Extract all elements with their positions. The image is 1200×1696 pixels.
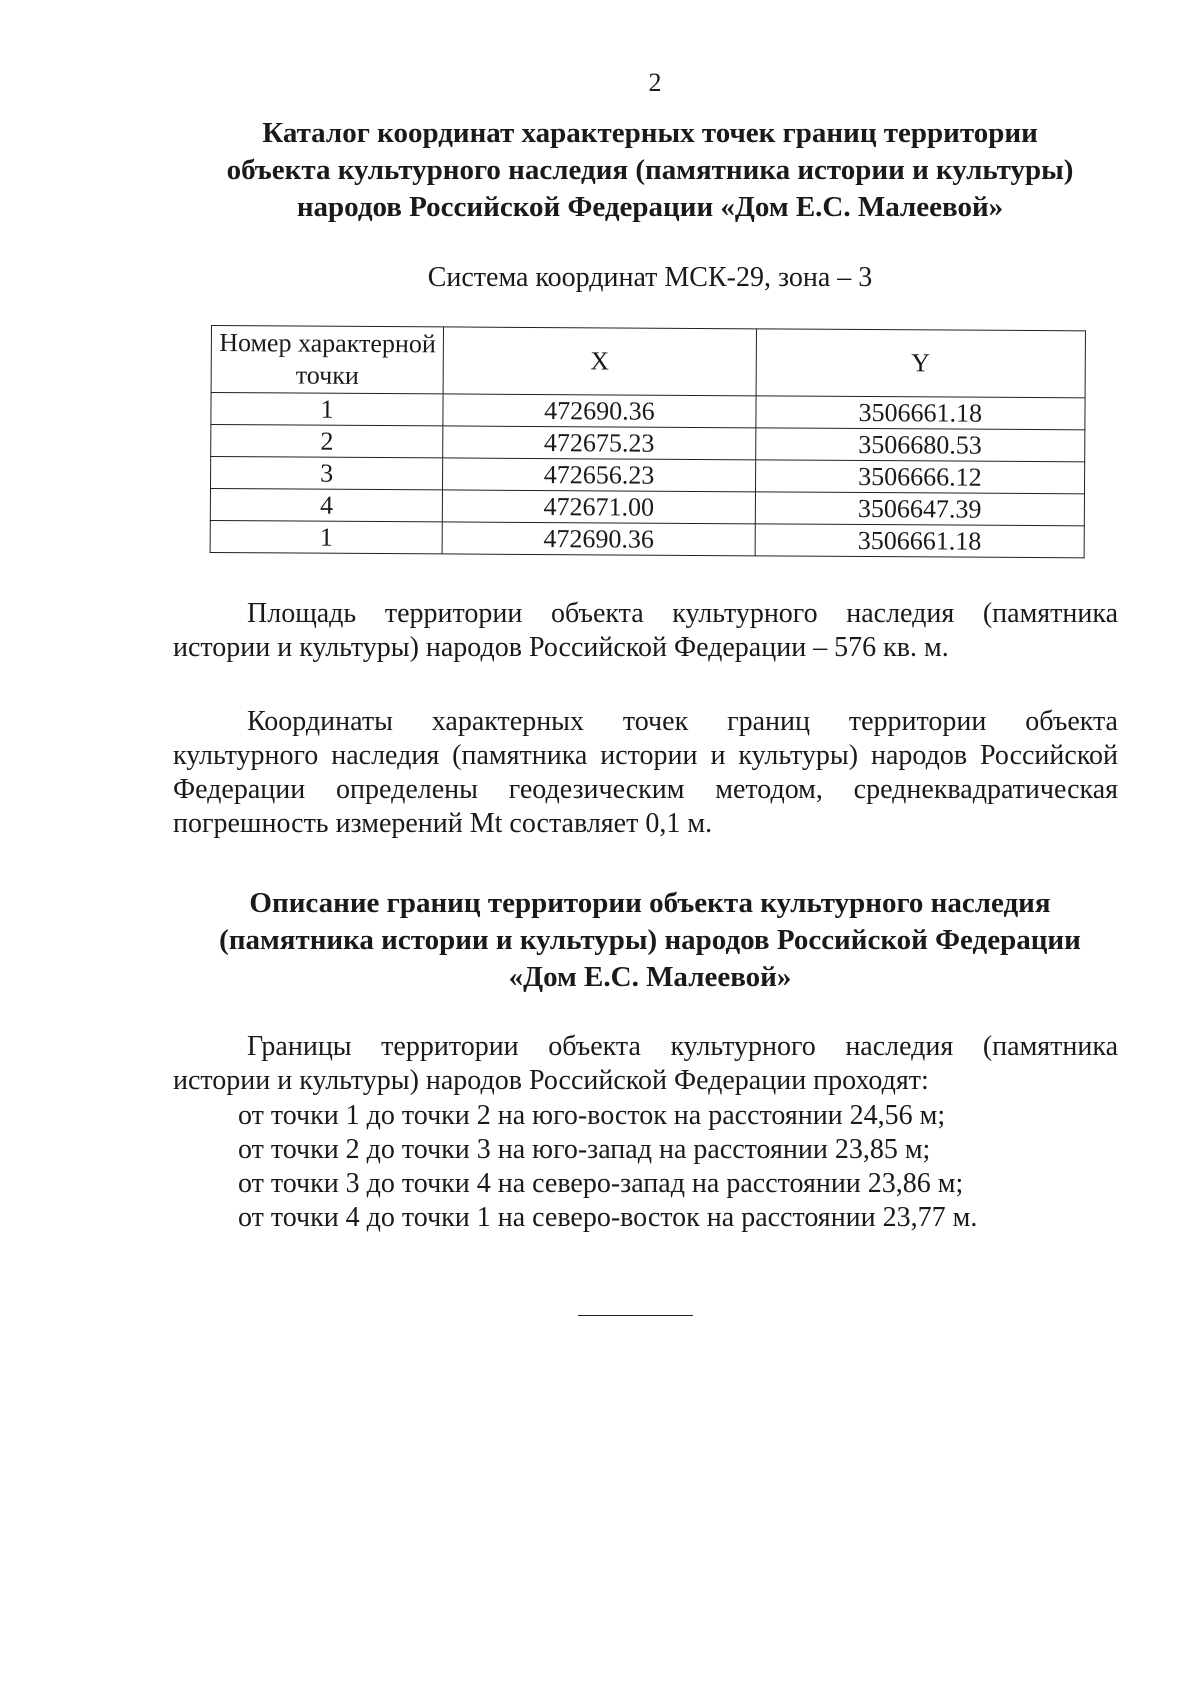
list-item: от точки 3 до точки 4 на северо-запад на расстоянии 23,86 м; [238, 1168, 964, 1199]
cell-point: 1 [210, 520, 442, 553]
description-title [200, 885, 1100, 996]
end-divider [578, 1315, 693, 1316]
paragraph-line: истории и культуры) народов Российской Федерации – 576 кв. м. [173, 632, 949, 663]
description-title-line: «Дом Е.С. Малеевой» [508, 961, 792, 993]
header-point-line: точки [295, 360, 359, 390]
cell-x: 472671.00 [443, 490, 756, 524]
page-number: 2 [648, 68, 662, 97]
description-title-line: Описание границ территории объекта культурного наследия [249, 887, 1051, 919]
boundary-paragraph [173, 1030, 1118, 1098]
table-header-row [211, 326, 1085, 398]
list-item: от точки 2 до точки 3 на юго-запад на расстоянии 23,85 м; [238, 1134, 931, 1165]
cell-point: 4 [210, 489, 442, 522]
area-paragraph [173, 597, 1118, 665]
cell-y: 3506680.53 [755, 428, 1085, 462]
cell-point: 1 [211, 393, 443, 426]
table-row [211, 393, 1085, 430]
list-item: от точки 1 до точки 2 на юго-восток на расстоянии 24,56 м; [238, 1100, 946, 1131]
paragraph-line: культурного наследия (памятника истории и культуры) народов Российской [173, 740, 1118, 771]
paragraph-line: Площадь территории объекта культурного наследия (памятника [247, 598, 1118, 629]
catalog-title [200, 115, 1100, 226]
description-title-line: (памятника истории и культуры) народов Российской Федерации [219, 924, 1081, 956]
paragraph-line: Федерации определены геодезическим методом, среднеквадратическая [173, 774, 1118, 805]
paragraph-line: Координаты характерных точек границ территории объекта [247, 706, 1118, 737]
cell-x: 472690.36 [443, 394, 756, 428]
list-item: от точки 4 до точки 1 на северо-восток на расстоянии 23,77 м. [238, 1202, 978, 1233]
header-y: Y [756, 329, 1086, 398]
cell-x: 472690.36 [442, 522, 755, 556]
cell-y: 3506661.18 [756, 396, 1086, 430]
table-row [211, 425, 1085, 462]
cell-y: 3506647.39 [755, 492, 1085, 526]
cell-x: 472656.23 [443, 458, 756, 492]
cell-y: 3506661.18 [755, 524, 1085, 558]
header-point-line: Номер характерной [219, 328, 436, 359]
table-row [210, 520, 1084, 557]
cell-point: 2 [211, 425, 443, 458]
cell-point: 3 [211, 457, 443, 490]
paragraph-line: Границы территории объекта культурного наследия (памятника [247, 1031, 1118, 1062]
header-point-number [211, 326, 444, 394]
catalog-title-line: Каталог координат характерных точек границ территории [262, 117, 1038, 149]
table-row [210, 489, 1084, 526]
paragraph-line: погрешность измерений Mt составляет 0,1 м. [173, 808, 713, 839]
paragraph-line: истории и культуры) народов Российской Федерации проходят: [173, 1065, 929, 1096]
cell-x: 472675.23 [443, 426, 756, 460]
boundary-segments-list [238, 1099, 977, 1235]
cell-y: 3506666.12 [755, 460, 1085, 494]
catalog-title-line: народов Российской Федерации «Дом Е.С. Малеевой» [296, 191, 1004, 223]
coordinate-system-caption: Система координат МСК-29, зона – 3 [427, 262, 873, 293]
header-x: X [443, 327, 756, 396]
catalog-title-line: объекта культурного наследия (памятника истории и культуры) [226, 154, 1074, 186]
coordinates-table [210, 325, 1086, 558]
method-paragraph [173, 705, 1118, 841]
table-row [211, 457, 1085, 494]
